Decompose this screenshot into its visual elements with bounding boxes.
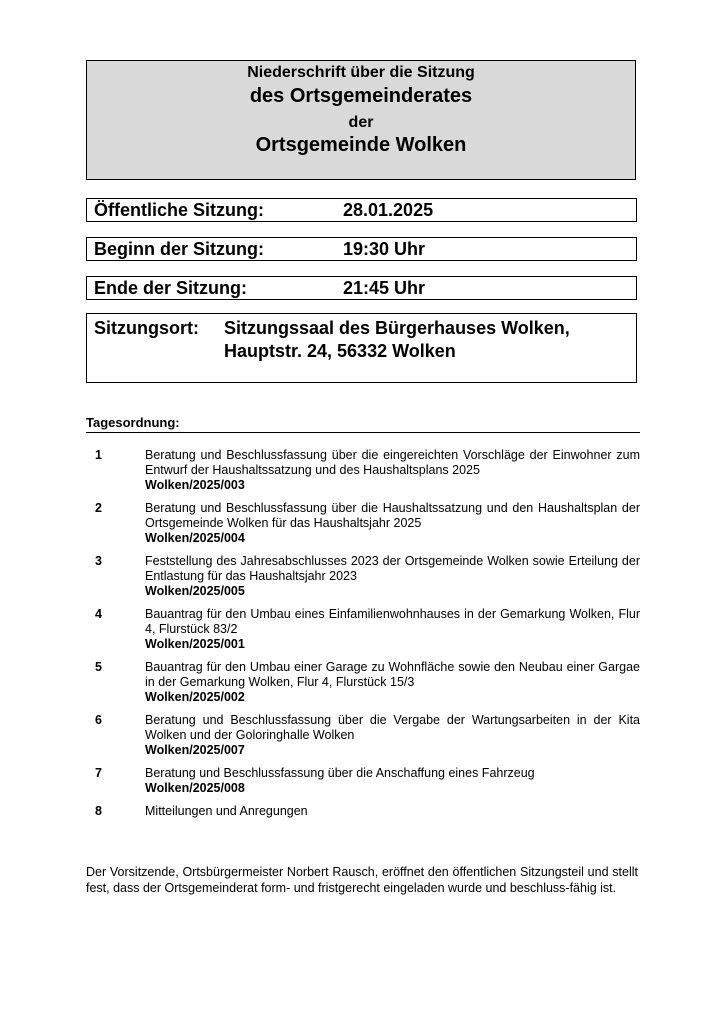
agenda-title: Tagesordnung: <box>86 415 640 433</box>
agenda-item-text: Beratung und Beschlussfassung über die Anschaffung eines Fahrzeug <box>145 766 535 780</box>
agenda-item <box>86 554 640 599</box>
header-line-2: des Ortsgemeinderates <box>249 85 473 107</box>
session-start-box <box>86 237 637 261</box>
agenda-item <box>86 766 640 796</box>
public-session-box <box>86 198 637 222</box>
agenda-item-number: 1 <box>95 448 102 462</box>
agenda-item <box>86 804 640 819</box>
agenda-item-text: Mitteilungen und Anregungen <box>145 804 308 818</box>
agenda-item-reference: Wolken/2025/001 <box>145 637 245 651</box>
session-start-time: 19:30 Uhr <box>343 239 426 259</box>
agenda-item-text: Feststellung des Jahresabschlusses 2023 der Ortsgemeinde Wolken sowie Erteilung der Entlastung für das Haushaltsjahr 2023 <box>145 554 640 583</box>
agenda-list <box>86 448 640 827</box>
agenda-item-text: Beratung und Beschlussfassung über die Vergabe der Wartungsarbeiten in der Kita Wolken und der Goloringhalle Wolken <box>145 713 640 742</box>
agenda-item <box>86 660 640 705</box>
agenda-item-reference: Wolken/2025/007 <box>145 743 245 757</box>
agenda-item-number: 3 <box>95 554 102 568</box>
agenda-item-reference: Wolken/2025/004 <box>145 531 245 545</box>
agenda-item-reference: Wolken/2025/002 <box>145 690 245 704</box>
agenda-item <box>86 607 640 652</box>
agenda-item-text: Beratung und Beschlussfassung über die Haushaltssatzung und den Haushaltsplan der Ortsgemeinde Wolken für das Haushaltsjahr 2025 <box>145 501 640 530</box>
session-end-box <box>86 276 637 300</box>
public-session-date: 28.01.2025 <box>343 200 434 220</box>
header-line-3: der <box>348 114 374 131</box>
agenda-item-number: 5 <box>95 660 102 674</box>
agenda-item-number: 2 <box>95 501 102 515</box>
agenda-item <box>86 448 640 493</box>
agenda-item-reference: Wolken/2025/008 <box>145 781 245 795</box>
session-location-label: Sitzungsort: <box>94 318 199 338</box>
agenda-item-text: Bauantrag für den Umbau einer Garage zu Wohnfläche sowie den Neubau einer Gargae in der Gemarkung Wolken, Flur 4, Flurstück 15/3 <box>145 660 640 689</box>
agenda-item-reference: Wolken/2025/005 <box>145 584 245 598</box>
agenda-item-reference: Wolken/2025/003 <box>145 478 245 492</box>
agenda-item-number: 4 <box>95 607 102 621</box>
header-line-1: Niederschrift über die Sitzung <box>247 64 475 81</box>
agenda-item <box>86 713 640 758</box>
session-end-label: Ende der Sitzung: <box>94 278 247 298</box>
opening-statement: Der Vorsitzende, Ortsbürgermeister Norbert Rausch, eröffnet den öffentlichen Sitzungsteil und stellt fest, dass der Ortsgemeinderat form- und fristgerecht eingeladen wurde und beschluss-fähig ist. <box>86 865 638 895</box>
agenda-item-text: Beratung und Beschlussfassung über die eingereichten Vorschläge der Einwohner zum Entwurf der Haushaltssatzung und des Haushaltsplans 2025 <box>145 448 640 477</box>
agenda-item-text: Bauantrag für den Umbau eines Einfamilienwohnhauses in der Gemarkung Wolken, Flur 4, Flurstück 83/2 <box>145 607 640 636</box>
agenda-item-number: 6 <box>95 713 102 727</box>
session-location-line-1: Sitzungssaal des Bürgerhauses Wolken, <box>224 318 570 338</box>
agenda-item-number: 7 <box>95 766 102 780</box>
session-location-line-2: Hauptstr. 24, 56332 Wolken <box>224 341 456 361</box>
document-header <box>86 60 636 180</box>
header-line-4: Ortsgemeinde Wolken <box>255 134 467 156</box>
agenda-item <box>86 501 640 546</box>
session-start-label: Beginn der Sitzung: <box>94 239 264 259</box>
session-end-time: 21:45 Uhr <box>343 278 426 298</box>
agenda-item-number: 8 <box>95 804 102 818</box>
public-session-label: Öffentliche Sitzung: <box>94 200 264 220</box>
session-location-box <box>86 313 637 383</box>
